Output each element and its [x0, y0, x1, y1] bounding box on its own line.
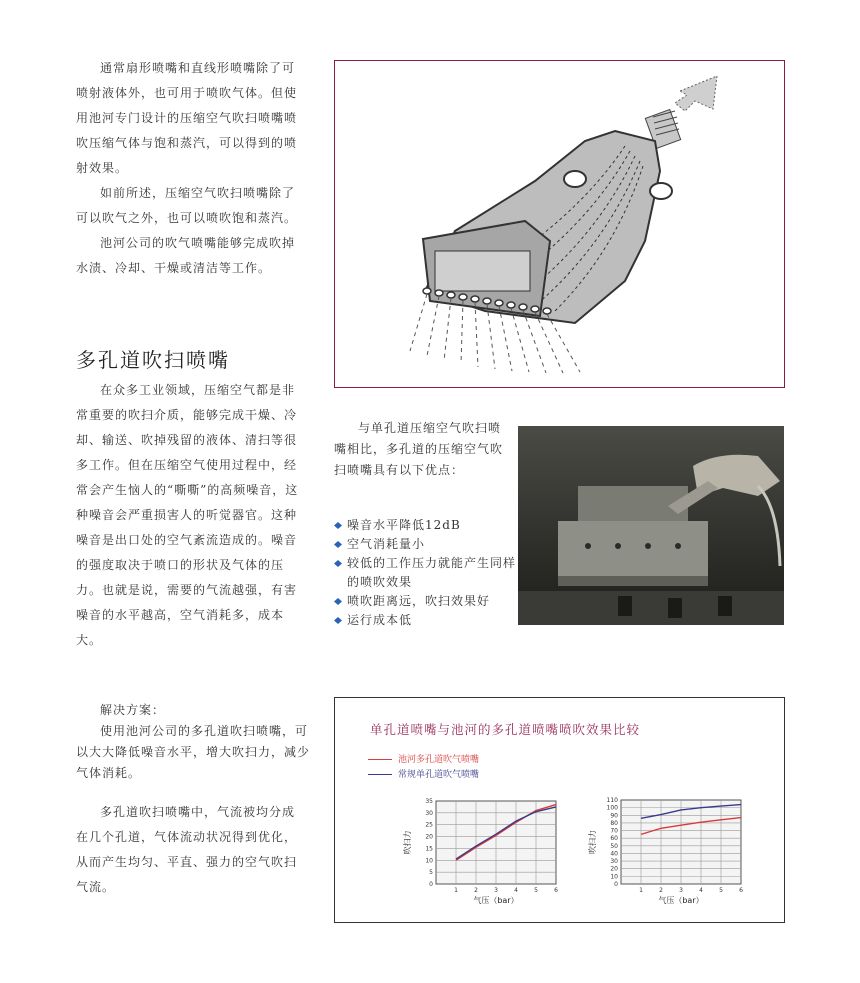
- y-tick-label: 15: [425, 845, 433, 853]
- y-tick-label: 25: [425, 821, 433, 829]
- intro-paragraph-2: 如前所述，压缩空气吹扫喷嘴除了可以吹气之外，也可以喷吹饱和蒸汽。: [76, 186, 298, 225]
- y-tick-label: 60: [610, 835, 618, 843]
- y-tick-label: 30: [610, 858, 618, 866]
- y-tick-label: 10: [610, 873, 618, 881]
- section-heading: 多孔道吹扫喷嘴: [76, 348, 230, 372]
- x-tick-label: 3: [494, 887, 498, 894]
- list-item: 空气消耗量小: [334, 535, 520, 554]
- solution-text: 使用池河公司的多孔道吹扫喷嘴，可以大大降低噪音水平，增大吹扫力，减少气体消耗。: [76, 724, 311, 780]
- y-tick-label: 0: [614, 881, 618, 888]
- y-tick-label: 100: [606, 804, 618, 812]
- closing-paragraph: 多孔道吹扫喷嘴中，气流被均分成在几个孔道，气体流动状况得到优化，从而产生均匀、平直、强力的空气吹扫气流。: [76, 805, 298, 894]
- y-tick-label: 5: [429, 869, 433, 877]
- y-tick-label: 50: [610, 842, 618, 850]
- intro-paragraph-1: 通常扇形喷嘴和直线形喷嘴除了可喷射液体外，也可用于喷吹气体。但使用池河专门设计的压缩空气吹扫喷嘴喷吹压缩气体与饱和蒸汽，可以得到的喷射效果。: [76, 61, 298, 175]
- x-tick-label: 1: [639, 887, 643, 894]
- section-paragraph: 在众多工业领域，压缩空气都是非常重要的吹扫介质，能够完成干燥、冷却、输送、吹掉残留的液体、清扫等很多工作。但在压缩空气使用过程中，经常会产生恼人的“嘶嘶”的高频噪音，这种噪音会严重损害人的听觉器官。这种噪音是出口处的空气紊流造成的。噪音的强度取决于喷口的形状及气体的压力。也就是说，需要的气流越强，有害噪音的水平越高，空气消耗多，成本大。: [76, 383, 299, 647]
- chart-title: 单孔道喷嘴与池河的多孔道喷嘴喷吹效果比较: [370, 722, 641, 737]
- y-tick-label: 20: [425, 833, 433, 841]
- legend-item-multi: 池河多孔道吹气喷嘴: [368, 752, 479, 765]
- x-tick-label: 1: [454, 887, 458, 894]
- list-item: 噪音水平降低12dB: [334, 516, 520, 535]
- y-tick-label: 30: [425, 809, 433, 817]
- y-tick-label: 80: [610, 819, 618, 827]
- y-tick-label: 0: [429, 881, 433, 888]
- y-tick-label: 35: [425, 798, 433, 805]
- x-tick-label: 2: [474, 887, 478, 894]
- x-tick-label: 5: [534, 887, 538, 894]
- y-axis-label: 吹扫力: [588, 830, 597, 854]
- y-tick-label: 40: [610, 850, 618, 858]
- comparison-intro: 与单孔道压缩空气吹扫喷嘴相比，多孔道的压缩空气吹扫喷嘴具有以下优点：: [334, 421, 504, 477]
- x-tick-label: 3: [679, 887, 683, 894]
- x-tick-label: 6: [554, 887, 558, 894]
- y-tick-label: 110: [606, 797, 618, 804]
- y-axis-label: 吹扫力: [403, 830, 412, 855]
- x-axis-label: 气压（bar）: [658, 896, 704, 905]
- y-tick-label: 70: [610, 827, 618, 835]
- list-item: 喷吹距离远，吹扫效果好: [334, 592, 520, 611]
- x-tick-label: 4: [699, 887, 703, 894]
- intro-paragraph-3: 池河公司的吹气喷嘴能够完成吹掉水渍、冷却、干燥或清洁等工作。: [76, 236, 296, 275]
- solution-label: 解决方案：: [100, 703, 166, 717]
- x-tick-label: 4: [514, 887, 518, 894]
- y-tick-label: 20: [610, 865, 618, 873]
- list-item: 较低的工作压力就能产生同样的喷吹效果: [334, 554, 520, 592]
- list-item: 运行成本低: [334, 611, 520, 630]
- x-tick-label: 2: [659, 887, 663, 894]
- x-tick-label: 5: [719, 887, 723, 894]
- x-axis-label: 气压（bar）: [473, 896, 519, 905]
- y-tick-label: 10: [425, 857, 433, 865]
- legend-item-single: 常规单孔道吹气喷嘴: [368, 767, 479, 780]
- y-tick-label: 90: [610, 812, 618, 820]
- x-tick-label: 6: [739, 887, 743, 894]
